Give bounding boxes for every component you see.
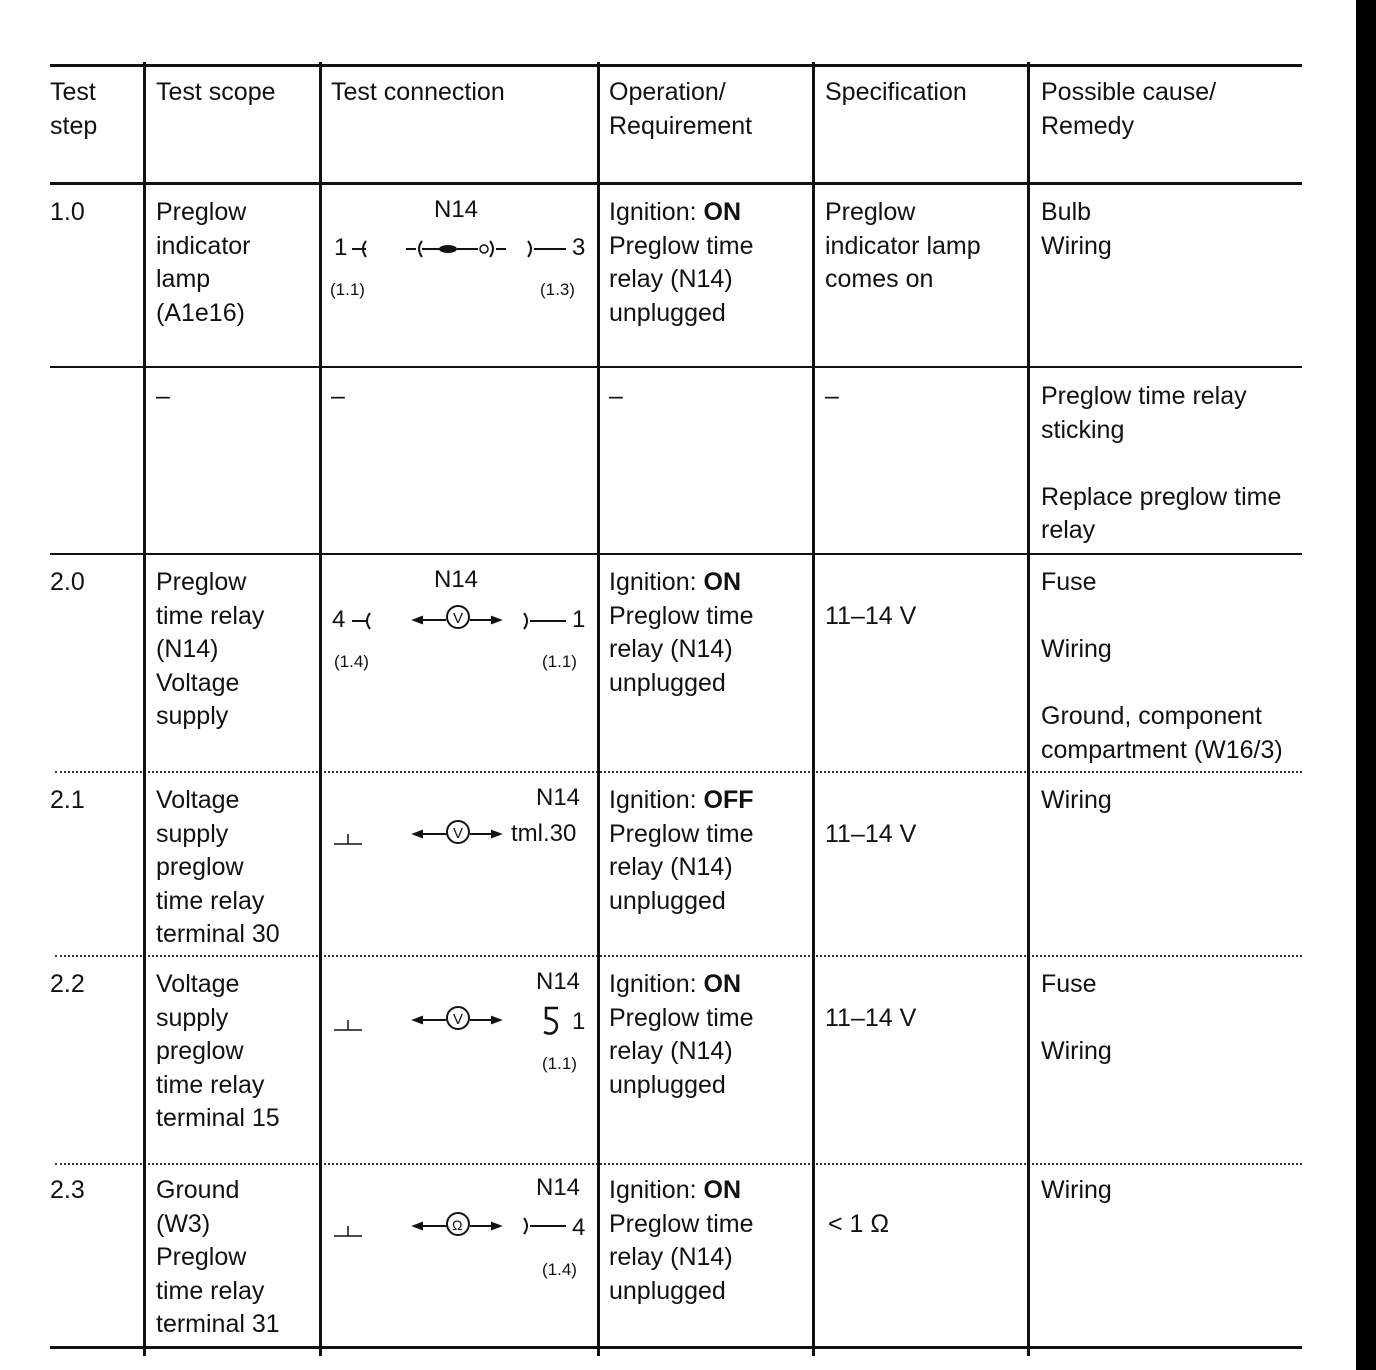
test-connection-diagram [322,566,596,686]
socket-label: (1.1) [542,1054,577,1073]
svg-text:V: V [453,1011,464,1028]
voltmeter-connection-icon [322,566,596,686]
row-operation: Ignition: ON Preglow time relay (N14) unplugged [609,198,754,327]
ground-icon [334,834,362,844]
scan-edge [1356,0,1376,1370]
row-operation: Ignition: ON Preglow time relay (N14) unplugged [609,568,754,697]
row-scope: Voltage supply preglow time relay terminal 30 [156,786,280,948]
test-connection-diagram [322,784,596,904]
socket-label: (1.4) [334,652,369,671]
row-operation: Ignition: OFF Preglow time relay (N14) unplugged [609,786,754,915]
row-cause: Fuse Wiring [1041,970,1112,1065]
row-specification: – [825,382,839,410]
svg-text:Ω: Ω [452,1217,463,1233]
component-label: N14 [434,566,479,593]
row-scope: Preglow time relay (N14) Voltage supply [156,568,265,730]
socket-label: (1.3) [540,280,575,299]
component-label: N14 [434,196,479,223]
row-cause: Wiring [1041,786,1112,814]
row-scope: Ground (W3) Preglow time relay terminal 31 [156,1176,280,1338]
row-scope: – [156,382,170,410]
component-label: N14 [536,1174,581,1201]
test-connection-diagram [322,968,596,1088]
header-operation: Operation/ Requirement [609,78,753,140]
row-divider [55,771,1302,773]
column-rule [812,62,815,1356]
row-specification: 11–14 V [825,601,917,630]
socket-label: (1.1) [542,652,577,671]
row-operation: Ignition: ON Preglow time relay (N14) unplugged [609,1176,754,1305]
header-specification: Specification [825,78,967,106]
row-cause: Fuse Wiring Ground, component compartment (W16/3) [1041,568,1283,764]
pin-label: 3 [572,234,586,261]
row-cause: Wiring [1041,1176,1112,1204]
header-test-scope: Test scope [156,78,276,106]
component-label: N14 [536,784,581,811]
ground-icon [334,1020,362,1030]
row-step: 2.2 [50,970,85,998]
row-cause: Preglow time relay sticking Replace preglow time relay [1041,382,1282,544]
column-rule [143,62,146,1356]
row-specification: < 1 Ω [828,1209,890,1238]
pin-label: 4 [572,1214,586,1241]
row-operation: – [609,382,623,410]
row-divider [55,1163,1302,1165]
column-rule [1027,62,1030,1356]
socket-label: (1.4) [542,1260,577,1279]
pin-label: 1 [334,234,348,261]
test-connection-diagram [322,196,596,316]
row-step: 1.0 [50,198,85,226]
header-possible-cause: Possible cause/ Remedy [1041,78,1217,140]
test-connection-diagram [322,1174,596,1294]
header-test-step: Test step [50,78,98,140]
ohmmeter-connection-icon [322,1174,596,1294]
header-test-connection: Test connection [331,78,505,106]
voltmeter-connection-icon [322,784,596,904]
ground-icon [334,1226,362,1236]
row-specification: Preglow indicator lamp comes on [825,198,981,293]
terminal-label: tml.30 [511,820,577,847]
lamp-connection-icon [322,196,596,316]
row-cause: Bulb Wiring [1041,198,1112,260]
header-rule [50,182,1302,185]
row-operation: Ignition: ON Preglow time relay (N14) unplugged [609,970,754,1099]
row-scope: Preglow indicator lamp (A1e16) [156,198,251,327]
row-divider [55,955,1302,957]
column-rule [597,62,600,1356]
row-rule [50,553,1302,555]
row-rule [50,366,1302,368]
row-step: 2.3 [50,1176,85,1204]
table-top-rule [50,64,1302,67]
row-scope: Voltage supply preglow time relay terminal 15 [156,970,280,1132]
voltmeter-connection-icon [322,968,596,1088]
socket-label: (1.1) [330,280,365,299]
row-step: 2.0 [50,568,85,596]
svg-text:V: V [453,610,464,627]
row-specification: 11–14 V [825,819,917,848]
pin-label: 1 [572,1008,586,1035]
table-bottom-rule [50,1346,1302,1349]
pin-label: 4 [332,606,346,633]
component-label: N14 [536,968,581,995]
pin-label: 1 [572,606,586,633]
row-connection: – [331,382,345,410]
svg-text:V: V [453,825,464,842]
row-specification: 11–14 V [825,1003,917,1032]
row-step: 2.1 [50,786,85,814]
